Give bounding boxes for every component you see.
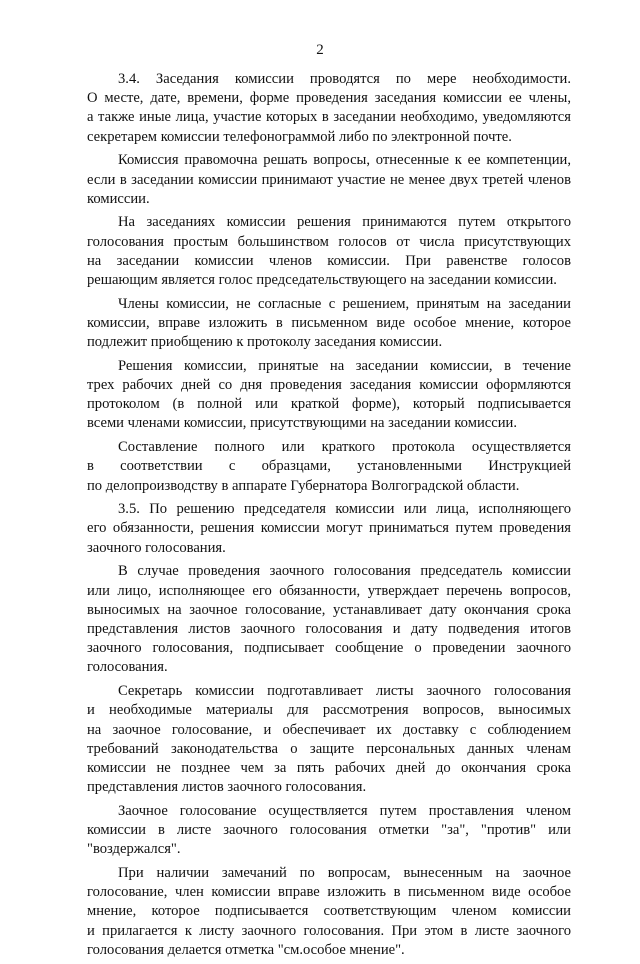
text-line: О месте, дате, времени, форме проведения заседания комиссии ее члены, <box>87 90 571 107</box>
text-line: комиссии, вправе изложить в письменном виде особое мнение, которое <box>87 314 571 331</box>
text-line: выносимых на заочное голосование, устанавливает дату окончания срока <box>87 601 571 618</box>
paragraph-dissent <box>87 295 571 353</box>
text-line: В случае проведения заочного голосования председатель комиссии <box>118 563 571 580</box>
paragraph-3-5 <box>87 500 571 558</box>
page-number: 2 <box>316 42 324 58</box>
text-line: Составление полного или краткого протокола осуществляется <box>118 439 571 456</box>
text-line: 3.4. Заседания комиссии проводятся по мере необходимости. <box>118 71 571 87</box>
text-line: если в заседании комиссии принимают участие не менее двух третей членов <box>87 171 571 188</box>
text-line: в соответствии с образцами, установленными Инструкцией <box>87 458 571 475</box>
text-line: мнение, которое подписывается соответствующим членом комиссии <box>87 903 571 920</box>
text-line: голосования делается отметка "см.особое мнение". <box>87 941 405 958</box>
text-line: Решения комиссии, принятые на заседании комиссии, в течение <box>118 357 571 374</box>
text-line: секретарем комиссии телефонограммой либо по электронной почте. <box>87 128 512 145</box>
text-line: 3.5. По решению председателя комиссии или лица, исполняющего <box>118 501 571 518</box>
text-line: Секретарь комиссии подготавливает листы заочного голосования <box>118 683 571 700</box>
paragraph-remarks <box>87 864 571 960</box>
text-line: При наличии замечаний по вопросам, вынесенным на заочное <box>118 864 571 881</box>
text-line: "воздержался". <box>87 841 181 858</box>
text-line: протоколом (в полной или краткой форме), который подписывается <box>87 396 571 413</box>
paragraph-protocol-form <box>87 438 571 496</box>
text-line: подлежит приобщению к протоколу заседания комиссии. <box>87 334 443 351</box>
text-line: На заседаниях комиссии решения принимаются путем открытого <box>118 214 571 231</box>
text-line: Члены комиссии, не согласные с решением, принятым на заседании <box>118 295 571 312</box>
text-line: заочного голосования. <box>87 539 226 556</box>
paragraph-3-4 <box>87 70 571 147</box>
text-line: а также иные лица, участие которых в заседании необходимо, уведомляются <box>87 109 571 126</box>
text-line: на заседании комиссии членов комиссии. При равенстве голосов <box>87 252 571 269</box>
text-line: всеми членами комиссии, присутствующими на заседании комиссии. <box>87 415 517 432</box>
text-line: Заочное голосование осуществляется путем проставления членом <box>118 802 571 819</box>
text-line: и прилагается к листу заочного голосования. При этом в листе заочного <box>87 922 571 939</box>
text-line: голосования. <box>87 659 168 676</box>
paragraph-absentee-vote <box>87 802 571 860</box>
paragraph-quorum <box>87 151 571 209</box>
text-line: комиссии не позднее чем за пять рабочих дней до окончания срока <box>87 759 571 776</box>
text-line: и необходимые материалы для рассмотрения вопросов, выносимых <box>87 702 571 719</box>
text-line: или лицо, исполняющее его обязанности, утверждает перечень вопросов, <box>87 582 571 599</box>
text-line: комиссии. <box>87 190 150 207</box>
paragraph-protocol <box>87 357 571 434</box>
paragraph-voting <box>87 213 571 290</box>
text-line: голосования простым большинством голосов от числа присутствующих <box>87 233 571 250</box>
document-body <box>87 70 571 964</box>
text-line: голосование, член комиссии вправе изложить в письменном виде особое <box>87 884 571 901</box>
text-line: Комиссия правомочна решать вопросы, отнесенные к ее компетенции, <box>118 152 571 169</box>
paragraph-absentee-procedure <box>87 562 571 677</box>
text-line: представления листов заочного голосования. <box>87 779 367 796</box>
text-line: решающим является голос председательствующего на заседании комиссии. <box>87 272 557 289</box>
text-line: комиссии в листе заочного голосования отметки "за", "против" или <box>87 822 571 839</box>
text-line: заочного голосования, подписывает сообщение о проведении заочного <box>87 640 571 657</box>
text-line: представления листов заочного голосования и дату подведения итогов <box>87 620 571 637</box>
text-line: на заочное голосование, и обеспечивает их доставку с соблюдением <box>87 721 571 738</box>
text-line: трех рабочих дней со дня проведения заседания комиссии оформляются <box>87 377 571 394</box>
text-line: его обязанности, решения комиссии могут приниматься путем проведения <box>87 520 571 537</box>
text-line: требований законодательства о защите персональных данных членам <box>87 740 571 757</box>
text-line: по делопроизводству в аппарате Губернатора Волгоградской области. <box>87 477 520 494</box>
paragraph-secretary <box>87 682 571 797</box>
